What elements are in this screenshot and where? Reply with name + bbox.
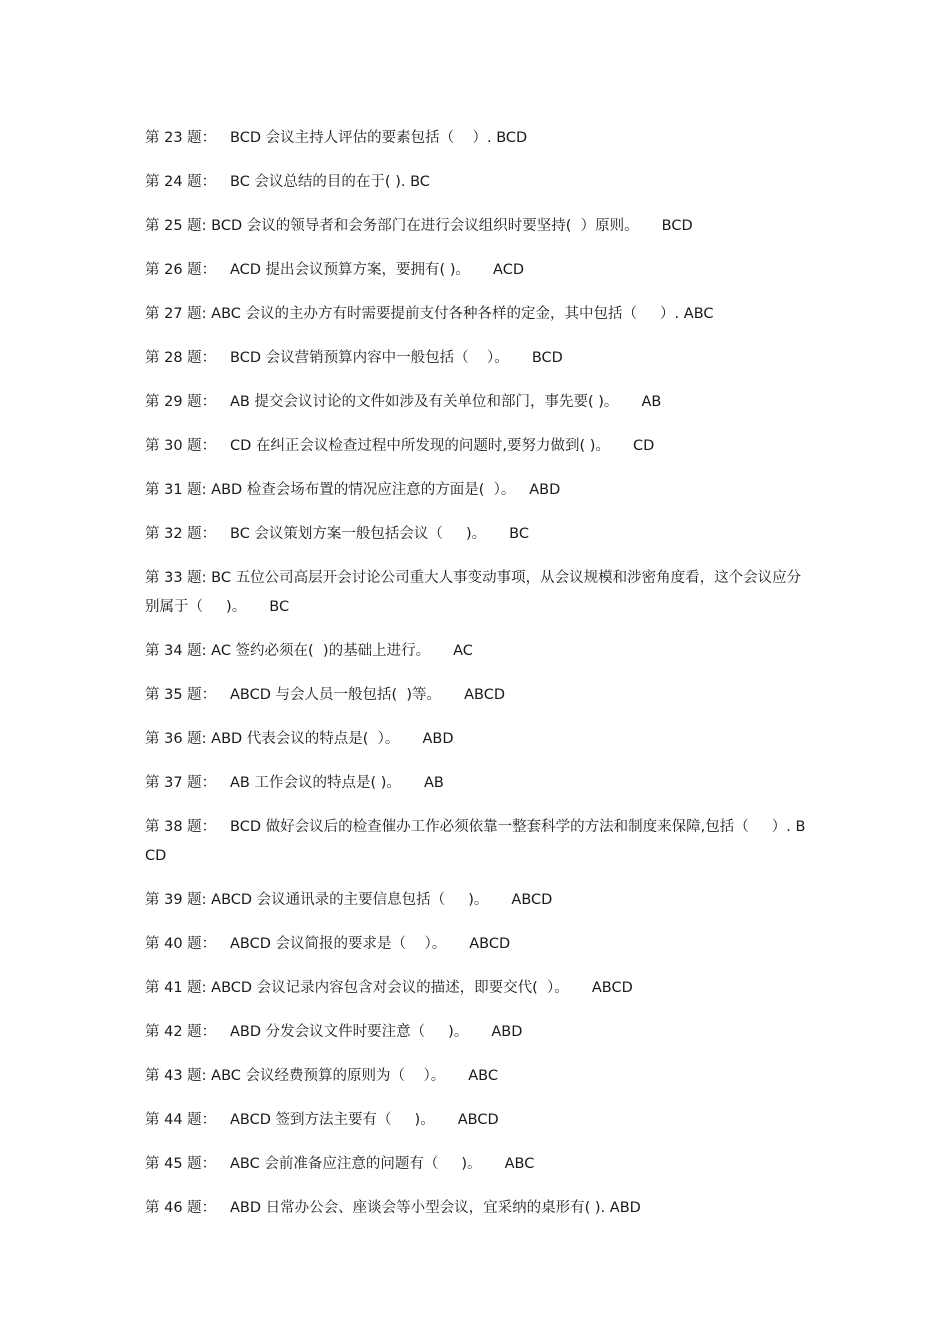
question-25: 第 25 题: BCD 会议的领导者和会务部门在进行会议组织时要坚持( ）原则。 BCD bbox=[145, 218, 693, 234]
question-32: 第 32 题： BC 会议策划方案一般包括会议（ )。 BC bbox=[145, 526, 529, 542]
question-38: 第 38 题： BCD 做好会议后的检查催办工作必须依靠一整套科学的方法和制度来保障,包括（ ）. BCD bbox=[145, 819, 806, 864]
question-34: 第 34 题: AC 签约必须在( )的基础上进行。 AC bbox=[145, 643, 473, 659]
question-35: 第 35 题： ABCD 与会人员一般包括( )等。 ABCD bbox=[145, 687, 505, 703]
question-list bbox=[145, 124, 810, 1238]
question-28: 第 28 题： BCD 会议营销预算内容中一般包括（ ）。 BCD bbox=[145, 350, 563, 366]
question-40: 第 40 题： ABCD 会议简报的要求是（ ）。 ABCD bbox=[145, 936, 511, 952]
question-42: 第 42 题： ABD 分发会议文件时要注意（ )。 ABD bbox=[145, 1024, 523, 1040]
question-46: 第 46 题： ABD 日常办公会、座谈会等小型会议，宜采纳的桌形有( ). ABD bbox=[145, 1200, 641, 1216]
question-44: 第 44 题： ABCD 签到方法主要有（ )。 ABCD bbox=[145, 1112, 499, 1128]
question-39: 第 39 题: ABCD 会议通讯录的主要信息包括（ )。 ABCD bbox=[145, 892, 553, 908]
question-30: 第 30 题： CD 在纠正会议检查过程中所发现的问题时,要努力做到( )。 CD bbox=[145, 438, 655, 454]
question-43: 第 43 题: ABC 会议经费预算的原则为（ ）。 ABC bbox=[145, 1068, 498, 1084]
question-27: 第 27 题: ABC 会议的主办方有时需要提前支付各种各样的定金，其中包括（ ）. ABC bbox=[145, 306, 714, 322]
question-24: 第 24 题： BC 会议总结的目的在于( ). BC bbox=[145, 174, 430, 190]
question-29: 第 29 题： AB 提交会议讨论的文件如涉及有关单位和部门，事先要( )。 AB bbox=[145, 394, 662, 410]
question-36: 第 36 题: ABD 代表会议的特点是( ）。 ABD bbox=[145, 731, 454, 747]
question-23: 第 23 题： BCD 会议主持人评估的要素包括（ ）. BCD bbox=[145, 130, 528, 146]
question-45: 第 45 题： ABC 会前准备应注意的问题有（ )。 ABC bbox=[145, 1156, 535, 1172]
question-26: 第 26 题： ACD 提出会议预算方案，要拥有( )。 ACD bbox=[145, 262, 524, 278]
question-37: 第 37 题： AB 工作会议的特点是( )。 AB bbox=[145, 775, 444, 791]
question-41: 第 41 题: ABCD 会议记录内容包含对会议的描述，即要交代( ）。 ABCD bbox=[145, 980, 633, 996]
question-33: 第 33 题: BC 五位公司高层开会讨论公司重大人事变动事项，从会议规模和涉密角度看，这个会议应分别属于（ )。 BC bbox=[145, 570, 802, 615]
question-31: 第 31 题: ABD 检查会场布置的情况应注意的方面是( ）。 ABD bbox=[145, 482, 561, 498]
